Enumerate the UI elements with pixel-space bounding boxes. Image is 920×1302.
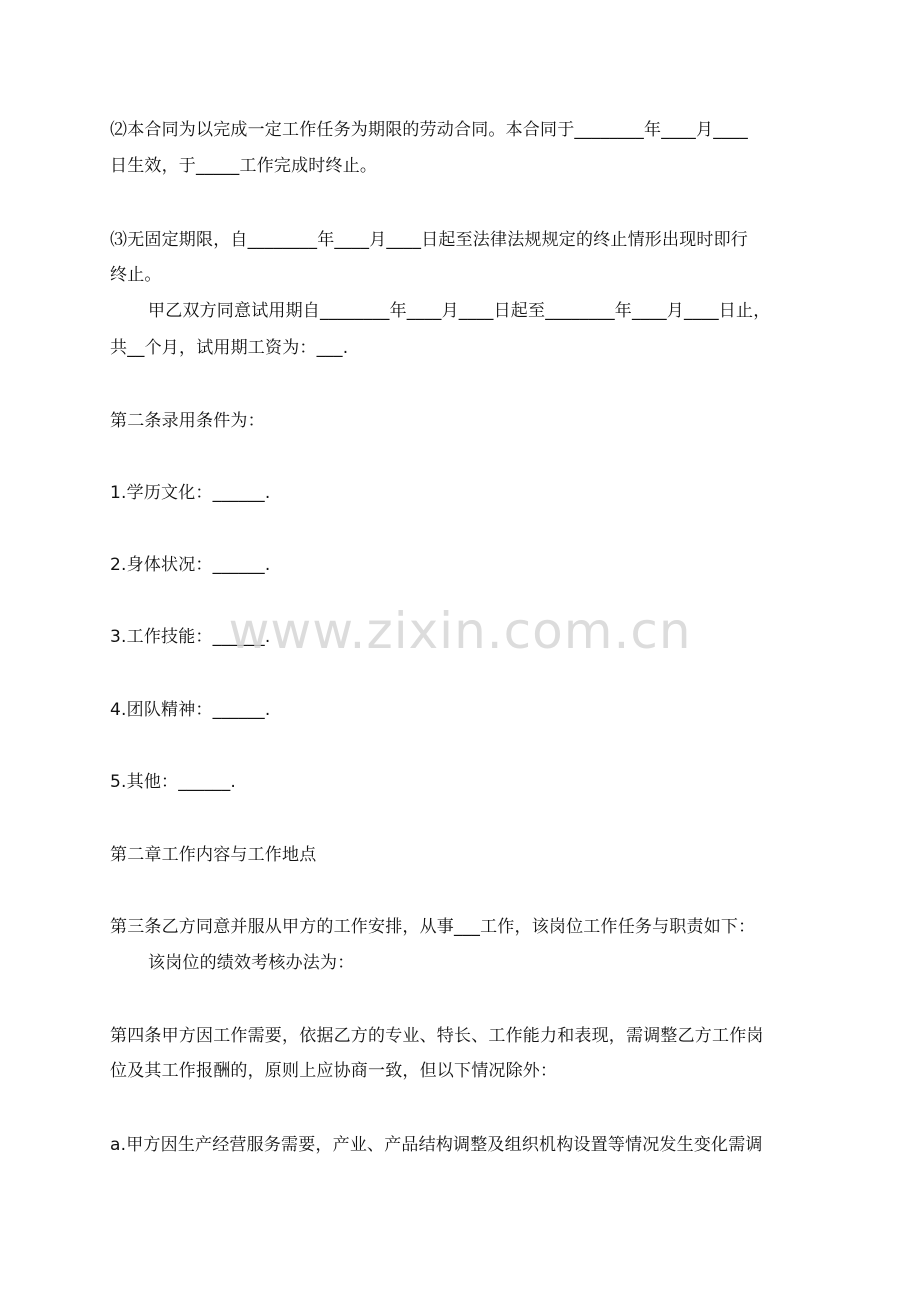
text-line: ⑶无固定期限，自________年____月____日起至法律法规规定的终止情形出现时即行 bbox=[110, 230, 748, 250]
list-item: 3.工作技能：______. bbox=[110, 627, 271, 647]
text-line: a.甲方因生产经营服务需要，产业、产品结构调整及组织机构设置等情况发生变化需调 bbox=[110, 1135, 763, 1155]
list-item: 4.团队精神：______. bbox=[110, 700, 271, 720]
section-heading: 第二条录用条件为： bbox=[110, 411, 265, 431]
list-item: 2.身体状况：______. bbox=[110, 555, 271, 575]
text-line: 甲乙双方同意试用期自________年____月____日起至________年____月____日止， bbox=[148, 301, 771, 321]
text-line: 位及其工作报酬的，原则上应协商一致，但以下情况除外： bbox=[110, 1061, 558, 1081]
text-line: 第三条乙方同意并服从甲方的工作安排，从事___工作，该岗位工作任务与职责如下： bbox=[110, 917, 756, 937]
text-line: 共__个月，试用期工资为：___. bbox=[110, 338, 349, 358]
chapter-heading: 第二章工作内容与工作地点 bbox=[110, 845, 317, 865]
text-line: 第四条甲方因工作需要，依据乙方的专业、特长、工作能力和表现，需调整乙方工作岗 bbox=[110, 1026, 764, 1046]
list-item: 1.学历文化：______. bbox=[110, 483, 271, 503]
watermark: www.zixin.com.cn bbox=[228, 602, 692, 660]
list-item: 5.其他：______. bbox=[110, 772, 237, 792]
text-line: 日生效，于_____工作完成时终止。 bbox=[110, 156, 378, 176]
text-line: ⑵本合同为以完成一定工作任务为期限的劳动合同。本合同于________年____月____ bbox=[110, 120, 748, 140]
text-line: 该岗位的绩效考核办法为： bbox=[148, 953, 355, 973]
text-line: 终止。 bbox=[110, 265, 162, 285]
